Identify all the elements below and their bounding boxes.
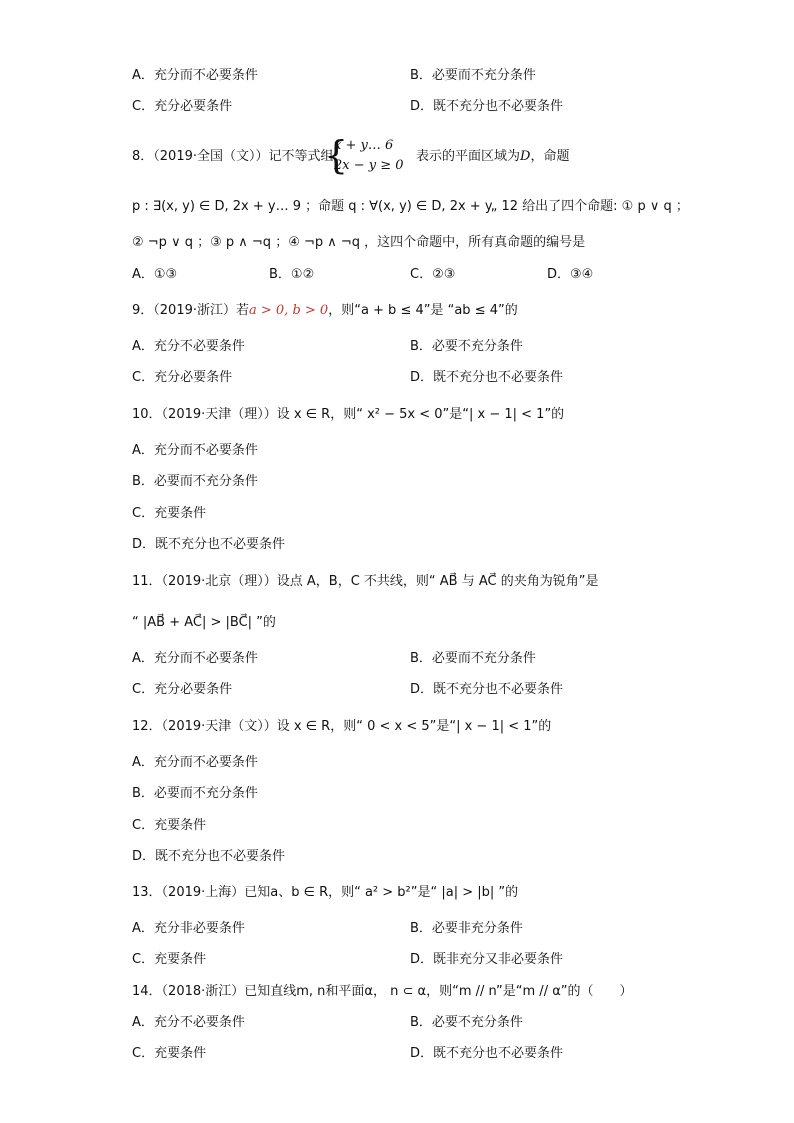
q7-option-b: B．必要而不充分条件 bbox=[410, 68, 536, 83]
q8-option-a: A．①③ bbox=[132, 267, 178, 282]
q9-options-row-1 bbox=[132, 338, 692, 356]
q12-option-c: C．充要条件 bbox=[132, 818, 207, 833]
q8-stem-before: 8．（2019·全国（文））记不等式组 bbox=[132, 149, 334, 164]
q11-option-d: D．既不充分也不必要条件 bbox=[410, 682, 564, 697]
q8-stem-after bbox=[416, 148, 569, 166]
q10-option-c: C．充要条件 bbox=[132, 506, 207, 521]
q9-options-row-2 bbox=[132, 369, 692, 387]
q11-line-1: 11．（2019·北京（理））设点 A，B，C 不共线，则“ AB⃗ 与 AC⃗ 的夹角为锐角”是 bbox=[132, 574, 599, 589]
q8-inequality-system bbox=[324, 133, 424, 178]
q11-option-c: C．充分必要条件 bbox=[132, 682, 233, 697]
q8-system-row-2: 2x − y ≥ 0 bbox=[334, 158, 404, 173]
q14-option-d: D．既不充分也不必要条件 bbox=[410, 1046, 564, 1061]
q8-region-d: D bbox=[520, 149, 531, 164]
q9-option-a: A．充分不必要条件 bbox=[132, 339, 245, 354]
q11-option-a: A．充分而不必要条件 bbox=[132, 651, 258, 666]
q12-option-b: B．必要而不充分条件 bbox=[132, 786, 258, 801]
q12-option-d: D．既不充分也不必要条件 bbox=[132, 849, 286, 864]
q13-option-b: B．必要非充分条件 bbox=[410, 921, 523, 936]
q8-system-row-1: x + y… 6 bbox=[334, 138, 394, 153]
q14-option-b: B．必要不充分条件 bbox=[410, 1015, 523, 1030]
q9-option-d: D．既不充分也不必要条件 bbox=[410, 370, 564, 385]
q8-option-b: B．①② bbox=[269, 267, 315, 282]
q7-options-row-1 bbox=[132, 67, 692, 85]
q12-stem: 12．（2019·天津（文））设 x ∈ R，则“ 0 < x < 5”是“| x − 1| < 1”的 bbox=[132, 719, 552, 734]
q14-options-row-1 bbox=[132, 1014, 692, 1032]
q14-options-row-2 bbox=[132, 1045, 692, 1063]
q14-stem: 14．（2018·浙江）已知直线m, n和平面α， n ⊂ α，则“m // n”是“m // α”的（ ） bbox=[132, 984, 633, 999]
q7-option-d: D．既不充分也不必要条件 bbox=[410, 99, 564, 114]
q14-option-c: C．充要条件 bbox=[132, 1046, 207, 1061]
q9-stem-before: 9．（2019·浙江）若 bbox=[132, 303, 249, 318]
q13-stem: 13．（2019·上海）已知a、b ∈ R，则“ a² > b²”是“ |a| > |b| ”的 bbox=[132, 885, 519, 900]
q13-option-c: C．充要条件 bbox=[132, 952, 207, 967]
q11-options-row-2 bbox=[132, 681, 692, 699]
q8-brace: { bbox=[324, 133, 349, 177]
q10-stem: 10．（2019·天津（理））设 x ∈ R，则“ x² − 5x < 0”是“| x − 1| < 1”的 bbox=[132, 407, 565, 422]
q9-stem-after: ，则“a + b ≤ 4”是 “ab ≤ 4”的 bbox=[328, 303, 518, 318]
q7-option-a: A．充分而不必要条件 bbox=[132, 68, 258, 83]
q12-option-a: A．充分而不必要条件 bbox=[132, 755, 258, 770]
q9-option-b: B．必要不充分条件 bbox=[410, 339, 523, 354]
q8-line-2: p : ∃(x, y) ∈ D, 2x + y… 9 ；命题 q : ∀(x, y) ∈ D, 2x + y„ 12 给出了四个命题: ① p ∨ q ； bbox=[132, 199, 689, 214]
q10-option-d: D．既不充分也不必要条件 bbox=[132, 537, 286, 552]
q11-option-b: B．必要而不充分条件 bbox=[410, 651, 536, 666]
q7-option-c: C．充分必要条件 bbox=[132, 99, 233, 114]
q8-option-d: D．③④ bbox=[547, 267, 594, 282]
q14-option-a: A．充分不必要条件 bbox=[132, 1015, 245, 1030]
q8-stem-after-text: 表示的平面区域为 bbox=[416, 149, 521, 164]
q13-option-a: A．充分非必要条件 bbox=[132, 921, 245, 936]
q10-option-a: A．充分而不必要条件 bbox=[132, 443, 258, 458]
q13-option-d: D．既非充分又非必要条件 bbox=[410, 952, 564, 967]
q13-options-row-1 bbox=[132, 920, 692, 938]
q11-line-2: “ |AB⃗ + AC⃗| > |BC⃗| ”的 bbox=[132, 615, 276, 630]
q9-condition: a > 0, b > 0 bbox=[249, 303, 329, 318]
q13-options-row-2 bbox=[132, 951, 692, 969]
q11-options-row-1 bbox=[132, 650, 692, 668]
q7-options-row-2 bbox=[132, 98, 692, 116]
q10-option-b: B．必要而不充分条件 bbox=[132, 474, 258, 489]
q8-line-3: ② ¬p ∨ q ；③ p ∧ ¬q ；④ ¬p ∧ ¬q ，这四个命题中，所有真命题的编号是 bbox=[132, 235, 586, 250]
q9-stem bbox=[132, 302, 518, 320]
q8-stem-end: ，命题 bbox=[530, 149, 570, 164]
q8-options-row bbox=[132, 266, 692, 284]
q9-option-c: C．充分必要条件 bbox=[132, 370, 233, 385]
q8-option-c: C．②③ bbox=[410, 267, 456, 282]
